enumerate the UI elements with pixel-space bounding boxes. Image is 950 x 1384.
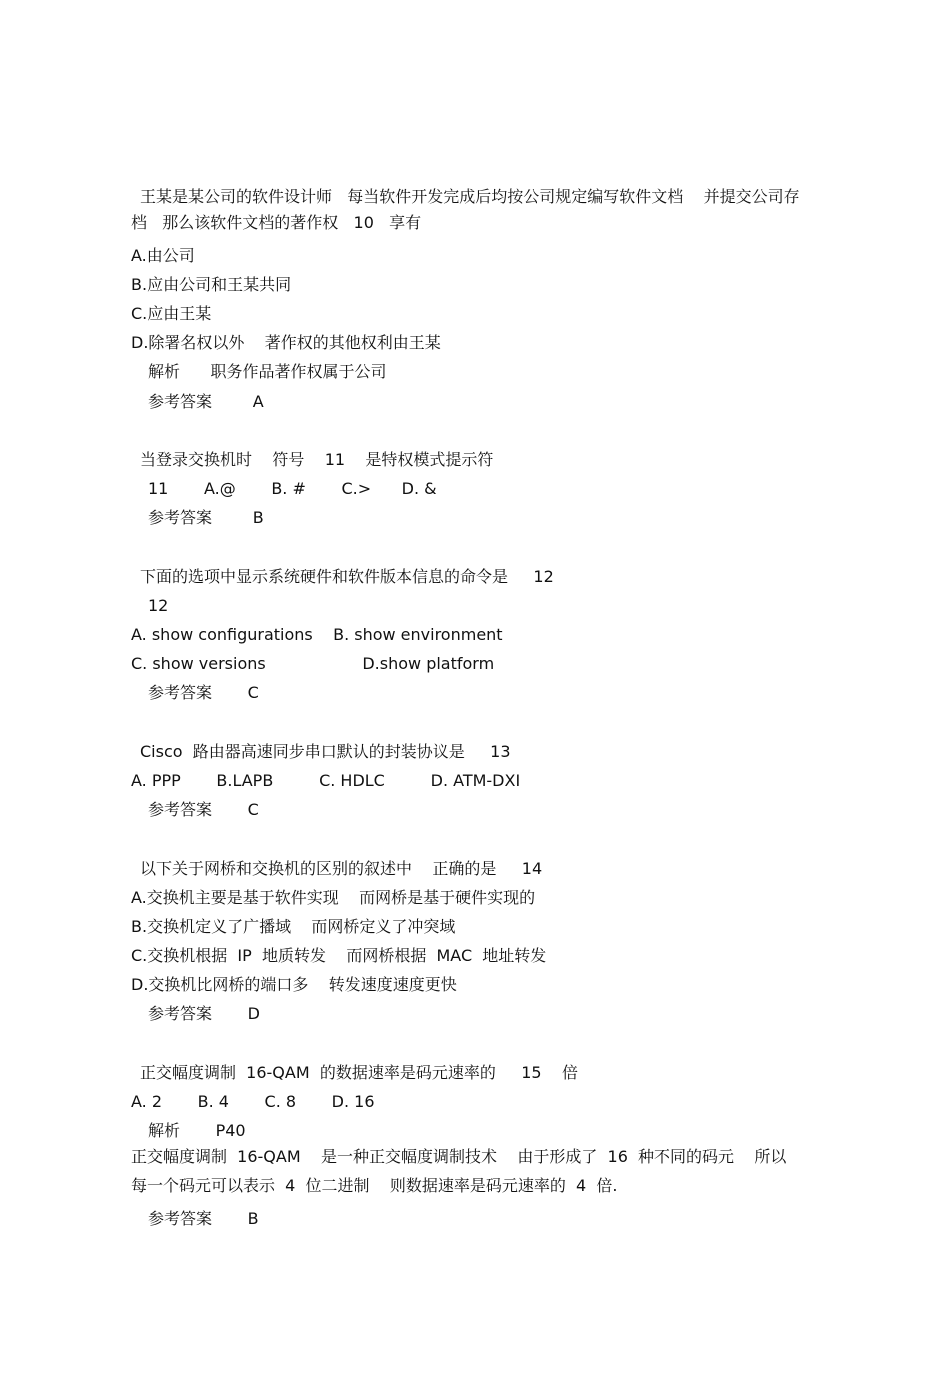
question-12-answer: 参考答案 C bbox=[148, 683, 259, 702]
question-11-answer: 参考答案 B bbox=[148, 508, 264, 527]
question-10-stem-line-1: 王某是某公司的软件设计师 每当软件开发完成后均按公司规定编写软件文档 并提交公司存 bbox=[140, 187, 800, 206]
question-15-options: A. 2 B. 4 C. 8 D. 16 bbox=[131, 1092, 375, 1111]
question-15-stem: 正交幅度调制 16-QAM 的数据速率是码元速率的 15 倍 bbox=[140, 1063, 578, 1082]
question-15-analysis-line-2: 每一个码元可以表示 4 位二进制 则数据速率是码元速率的 4 倍. bbox=[131, 1176, 618, 1195]
question-12-options-line-1: A. show configurations B. show environment bbox=[131, 625, 503, 644]
question-10-option-c: C.应由王某 bbox=[131, 304, 212, 323]
question-10-stem-line-2: 档 那么该软件文档的著作权 10 享有 bbox=[131, 213, 422, 232]
question-14-option-b: B.交换机定义了广播域 而网桥定义了冲突域 bbox=[131, 917, 456, 936]
question-15-analysis-line-1: 正交幅度调制 16-QAM 是一种正交幅度调制技术 由于形成了 16 种不同的码元 所以 bbox=[131, 1147, 787, 1166]
question-15-analysis-label: 解析 P40 bbox=[148, 1121, 246, 1140]
question-14-option-d: D.交换机比网桥的端口多 转发速度速度更快 bbox=[131, 975, 457, 994]
question-12-options-line-2: C. show versions D.show platform bbox=[131, 654, 495, 673]
question-13-options: A. PPP B.LAPB C. HDLC D. ATM-DXI bbox=[131, 771, 521, 790]
question-14-option-c: C.交换机根据 IP 地质转发 而网桥根据 MAC 地址转发 bbox=[131, 946, 547, 965]
question-14-answer: 参考答案 D bbox=[148, 1004, 260, 1023]
question-13-stem: Cisco 路由器高速同步串口默认的封装协议是 13 bbox=[140, 742, 511, 761]
question-10-option-b: B.应由公司和王某共同 bbox=[131, 275, 292, 294]
question-10-option-d: D.除署名权以外 著作权的其他权利由王某 bbox=[131, 333, 441, 352]
question-10-option-a: A.由公司 bbox=[131, 246, 195, 265]
question-11-stem: 当登录交换机时 符号 11 是特权模式提示符 bbox=[140, 450, 494, 469]
question-14-option-a: A.交换机主要是基于软件实现 而网桥是基于硬件实现的 bbox=[131, 888, 536, 907]
question-12-blank: 12 bbox=[148, 596, 169, 615]
question-13-answer: 参考答案 C bbox=[148, 800, 259, 819]
question-11-options: 11 A.@ B. # C.> D. & bbox=[148, 479, 437, 498]
question-15-answer: 参考答案 B bbox=[148, 1209, 259, 1228]
question-10-analysis: 解析 职务作品著作权属于公司 bbox=[148, 362, 387, 381]
question-12-stem: 下面的选项中显示系统硬件和软件版本信息的命令是 12 bbox=[140, 567, 554, 586]
question-14-stem: 以下关于网桥和交换机的区别的叙述中 正确的是 14 bbox=[140, 859, 543, 878]
question-10-answer: 参考答案 A bbox=[148, 392, 264, 411]
